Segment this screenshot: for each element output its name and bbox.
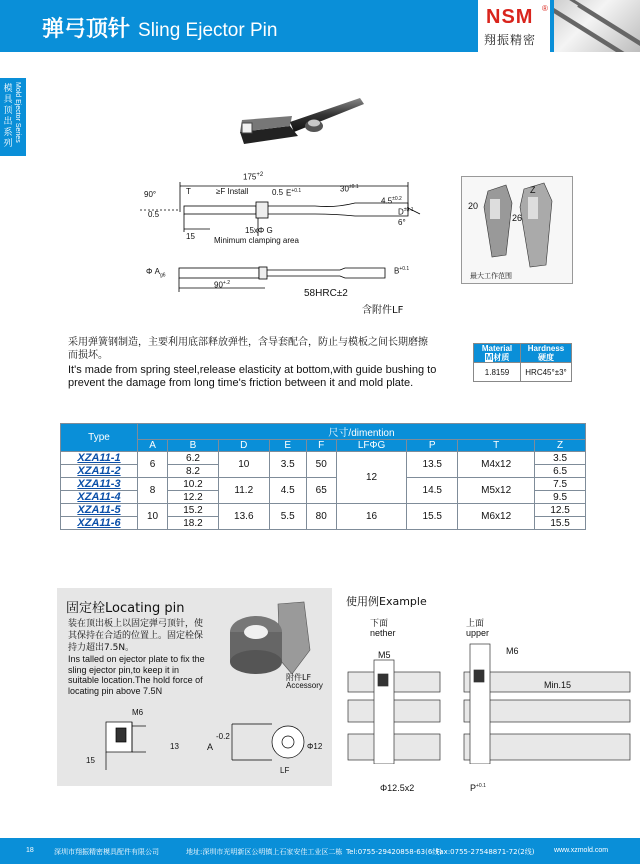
cell-T: M6x12 bbox=[458, 504, 535, 530]
cell-E: 3.5 bbox=[269, 452, 306, 478]
pin-top-view bbox=[175, 262, 405, 296]
locating-pin-cn: 装在顶出板上以固定弹弓顶针，使其保持在合适的位置上。固定栓保持力超出7.5N。 bbox=[68, 619, 204, 653]
dim-header: 尺寸/dimention bbox=[138, 424, 586, 440]
col-Z: Z bbox=[535, 440, 586, 452]
ex-m6: M6 bbox=[506, 646, 519, 656]
cell-Z: 9.5 bbox=[535, 491, 586, 504]
side-tab-en: Mold Ejector Series bbox=[14, 82, 21, 143]
cell-D: 11.2 bbox=[218, 478, 269, 504]
detail-box bbox=[461, 176, 573, 284]
ex-P: $P^{+0.1}$ bbox=[470, 783, 486, 793]
footer-address: 地址:深圳市光明新区公明镇上石家安佳工业区二栋 bbox=[186, 848, 343, 856]
dim-6deg: 6° bbox=[398, 218, 406, 227]
description-en: It's made from spring steel,release elasticity at bottom,with guide bushing to prevent the damage from long time's friction between it and mold plate. bbox=[68, 364, 437, 389]
label-T: T bbox=[186, 187, 191, 196]
col-E: E bbox=[269, 440, 306, 452]
dim-4-5: $4.5^{\pm 0.2}$ bbox=[381, 196, 402, 206]
cell-P: 15.5 bbox=[407, 504, 458, 530]
material-table bbox=[473, 343, 572, 382]
side-tab-cn: 模具顶出系列 bbox=[3, 84, 13, 149]
ex-m5: M5 bbox=[378, 650, 391, 660]
cell-A: 6 bbox=[138, 452, 168, 478]
cell-B: 18.2 bbox=[168, 517, 219, 530]
accessory-cn: 附件LF bbox=[286, 673, 312, 682]
lp-phi12: Φ12 bbox=[307, 742, 323, 751]
locating-pin-title: 固定栓Locating pin bbox=[66, 601, 185, 616]
label-hrc: 58HRC±2 bbox=[304, 288, 348, 299]
col-LFG: LFΦG bbox=[336, 440, 407, 452]
footer-fax: Fax:0755-27548871-72(2线) bbox=[436, 848, 535, 856]
dim-15: 15 bbox=[186, 232, 195, 241]
label-min-clamp: Minimum clamping area bbox=[214, 236, 299, 245]
locating-pin-en: Ins talled on ejector plate to fix the sling ejector pin,to keep it in suitable location.The hold force of locating pin above 7.5N bbox=[68, 654, 205, 696]
cell-B: 15.2 bbox=[168, 504, 219, 517]
locating-pin-drawing bbox=[92, 712, 312, 780]
dim-0-5: 0.5 bbox=[272, 188, 284, 197]
cell-B: 12.2 bbox=[168, 491, 219, 504]
col-F: F bbox=[306, 440, 336, 452]
col-A: A bbox=[138, 440, 168, 452]
side-tab[interactable] bbox=[0, 78, 26, 156]
col-D: D bbox=[218, 440, 269, 452]
cell-A: 8 bbox=[138, 478, 168, 504]
brand-reg: ® bbox=[542, 4, 548, 13]
dim-30: $30^{\pm 0.1}$ bbox=[340, 184, 359, 194]
cell-E: 4.5 bbox=[269, 478, 306, 504]
dim-90: $90^{+.2}$ bbox=[214, 280, 230, 290]
type-cell[interactable]: XZA11-3 bbox=[61, 478, 138, 491]
type-cell[interactable]: XZA11-2 bbox=[61, 465, 138, 478]
table-row bbox=[61, 478, 586, 491]
cell-Z: 12.5 bbox=[535, 504, 586, 517]
cell-Z: 7.5 bbox=[535, 478, 586, 491]
table-row bbox=[61, 504, 586, 517]
brand-logo bbox=[478, 0, 550, 52]
hardness-head: Hardness 硬度 bbox=[521, 344, 572, 363]
cell-B: 10.2 bbox=[168, 478, 219, 491]
label-D: $D^{\pm 0.1}$ bbox=[398, 207, 414, 217]
title-cn: 弹弓顶针 bbox=[42, 17, 131, 42]
label-E: $E^{+0.1}$ bbox=[286, 188, 302, 198]
locating-pin-photo bbox=[222, 600, 326, 676]
lp-LF: LF bbox=[280, 766, 290, 775]
cell-P: 14.5 bbox=[407, 478, 458, 504]
type-cell[interactable]: XZA11-5 bbox=[61, 504, 138, 517]
type-cell[interactable]: XZA11-4 bbox=[61, 491, 138, 504]
type-cell[interactable]: XZA11-1 bbox=[61, 452, 138, 465]
detail-caption: 最大工作范围 bbox=[470, 272, 512, 280]
description-cn: 采用弹簧钢制造，主要利用底部释放弹性，含导套配合，防止与模板之间长期磨擦而损坏。 bbox=[68, 337, 428, 361]
footer-web[interactable]: www.xzmold.com bbox=[554, 847, 609, 854]
page-title bbox=[42, 12, 277, 43]
cell-F: 80 bbox=[306, 504, 336, 530]
product-photo bbox=[230, 92, 380, 162]
col-P: P bbox=[407, 440, 458, 452]
brand-name: NSM bbox=[486, 6, 534, 28]
label-lf-accessory: 含附件LF bbox=[362, 305, 404, 316]
accessory-en: Accessory bbox=[286, 681, 323, 690]
ex-min15: Min.15 bbox=[544, 680, 572, 690]
footer-company: 深圳市翔振精密模具配件有限公司 bbox=[54, 848, 159, 856]
lp-15: 15 bbox=[86, 756, 95, 765]
cell-T: M5x12 bbox=[458, 478, 535, 504]
example-title: 使用例Example bbox=[346, 595, 427, 608]
footer-tel: Tel:0755-29420858-63(6线) bbox=[346, 848, 443, 856]
lp-minus02: -0.2 bbox=[216, 732, 230, 741]
upper-cn: 上面 bbox=[466, 619, 485, 629]
cell-D: 10 bbox=[218, 452, 269, 478]
lower-en: nether bbox=[370, 628, 396, 638]
cell-F: 65 bbox=[306, 478, 336, 504]
cell-P: 13.5 bbox=[407, 452, 458, 478]
cell-D: 13.6 bbox=[218, 504, 269, 530]
cell-B: 8.2 bbox=[168, 465, 219, 478]
col-T: T bbox=[458, 440, 535, 452]
lower-cn: 下面 bbox=[370, 619, 389, 629]
col-B: B bbox=[168, 440, 219, 452]
dim-26: 26 bbox=[512, 213, 523, 223]
cell-F: 50 bbox=[306, 452, 336, 478]
cell-Z: 15.5 bbox=[535, 517, 586, 530]
dim-0-5-left: 0.5 bbox=[148, 210, 160, 219]
lp-A: A bbox=[207, 742, 214, 752]
footer bbox=[0, 838, 640, 864]
header-bar bbox=[0, 0, 640, 52]
material-head: Material M材质 bbox=[474, 344, 521, 363]
dim-20: 20 bbox=[468, 201, 479, 211]
title-en: Sling Ejector Pin bbox=[138, 20, 278, 41]
cell-Z: 6.5 bbox=[535, 465, 586, 478]
pins-photo bbox=[554, 0, 640, 52]
cell-T: M4x12 bbox=[458, 452, 535, 478]
label-B: $B^{+0.1}$ bbox=[394, 266, 410, 276]
brand-cn: 翔振精密 bbox=[484, 33, 537, 47]
dim-clamp: 15xΦ G bbox=[245, 226, 273, 235]
col-type: Type bbox=[61, 424, 138, 452]
cell-LFG: 12 bbox=[336, 452, 407, 504]
cell-E: 5.5 bbox=[269, 504, 306, 530]
label-phiA: Φ $A_{g6}$ bbox=[146, 267, 166, 279]
type-cell[interactable]: XZA11-6 bbox=[61, 517, 138, 530]
upper-en: upper bbox=[466, 628, 490, 638]
spec-table bbox=[60, 423, 586, 530]
ex-phi125: Φ12.5x2 bbox=[380, 783, 415, 793]
label-F-install: ≥F Install bbox=[216, 187, 249, 196]
cell-Z: 3.5 bbox=[535, 452, 586, 465]
dim-175: $175^{+2}$ bbox=[243, 172, 264, 182]
material-value: 1.8159 bbox=[474, 363, 521, 382]
dim-angle-90: 90° bbox=[144, 190, 157, 199]
cell-LFG: 16 bbox=[336, 504, 407, 530]
lp-m6: M6 bbox=[132, 708, 144, 717]
lp-13: 13 bbox=[170, 742, 179, 751]
page-number: 18 bbox=[26, 847, 34, 854]
cell-B: 6.2 bbox=[168, 452, 219, 465]
cell-A: 10 bbox=[138, 504, 168, 530]
hardness-value: HRC45°±3° bbox=[521, 363, 572, 382]
label-Z: Z bbox=[530, 185, 536, 195]
table-row bbox=[61, 452, 586, 465]
detail-drawing bbox=[462, 177, 572, 271]
